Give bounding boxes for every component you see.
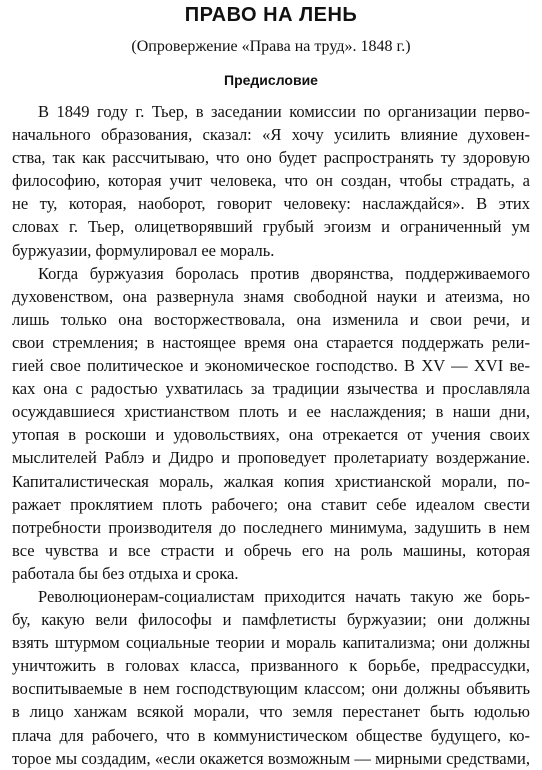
text-line: духовенством, она развернула знамя свободной науки и атеизма, но — [12, 286, 530, 306]
text-line: философию, которая учит человека, что он создан, чтобы страдать, а — [12, 171, 530, 191]
text-line: бу, какую вели философы и памфлетисты буржуазии; они должны — [12, 610, 530, 630]
text-line: работала бы без отдыха и срока. — [12, 563, 239, 583]
document-title: ПРАВО НА ЛЕНЬ — [184, 4, 358, 26]
text-line: не ту, которая, наоборот, говорит человеку: наслаждайся». В этих — [12, 194, 530, 214]
text-line: Когда буржуазия боролась против дворянства, поддерживаемого — [38, 263, 530, 283]
body-text — [12, 100, 530, 770]
text-line: потребности производителя до последнего минимума, задушить в нем — [12, 517, 530, 537]
text-line: в лицо ханжам всякой морали, что земля перестанет быть юдолью — [12, 702, 530, 722]
text-line: начального образования, сказал: «Я хочу усилить влияние духовен- — [12, 125, 530, 145]
text-line: торое мы создадим, «если окажется возможным — мирными средствами, — [12, 748, 530, 768]
text-line: Революционерам-социалистам приходится начать такую же борь- — [38, 586, 530, 606]
text-line: мыслителей Раблэ и Дидро и проповедует пролетариату воздержание. — [12, 448, 530, 468]
text-line: ках она с радостью ухватилась за традиции язычества и прославляла — [12, 379, 530, 399]
text-line: плача для рабочего, что в коммунистическом обществе будущего, ко- — [12, 725, 530, 745]
text-line: ражает проклятием плоть рабочего; она ставит себе идеалом свести — [12, 494, 530, 514]
text-line: буржуазии, формулировал ее мораль. — [12, 240, 275, 260]
text-line: Капиталистическая мораль, жалкая копия христианской морали, по- — [12, 471, 530, 491]
text-line: все чувства и все страсти и обречь его на роль машины, которая — [12, 540, 530, 560]
text-line: уничтожить в головах класса, призванного к борьбе, предрассудки, — [12, 656, 530, 676]
text-line: В 1849 году г. Тьер, в заседании комиссии по организации перво- — [38, 102, 530, 121]
text-line: словах г. Тьер, олицетворявший грубый эгоизм и ограниченный ум — [12, 217, 530, 237]
text-line: осуждавшиеся христианством плоть и ее наслаждения; в наши дни, — [12, 402, 530, 422]
text-line: гией свое политическое и экономическое господство. В XV — XVI ве- — [12, 356, 530, 376]
text-line: взять штурмом социальные теории и мораль капитализма; они должны — [12, 633, 530, 653]
text-line: свои стремления; в настоящее время она старается поддержать рели- — [12, 332, 530, 352]
text-line: воспитываемые в нем господствующим классом; они должны объявить — [12, 679, 530, 699]
section-heading: Предисловие — [224, 72, 318, 88]
text-line: утопая в роскоши и удовольствиях, она отрекается от учения своих — [12, 425, 530, 445]
text-line: лишь только она восторжествовала, она изменила и свои речи, и — [12, 309, 530, 329]
document-subtitle: (Опровержение «Права на труд». 1848 г.) — [131, 38, 411, 55]
text-line: ства, так как рассчитываю, что оно будет распространять ту здоровую — [12, 148, 530, 168]
